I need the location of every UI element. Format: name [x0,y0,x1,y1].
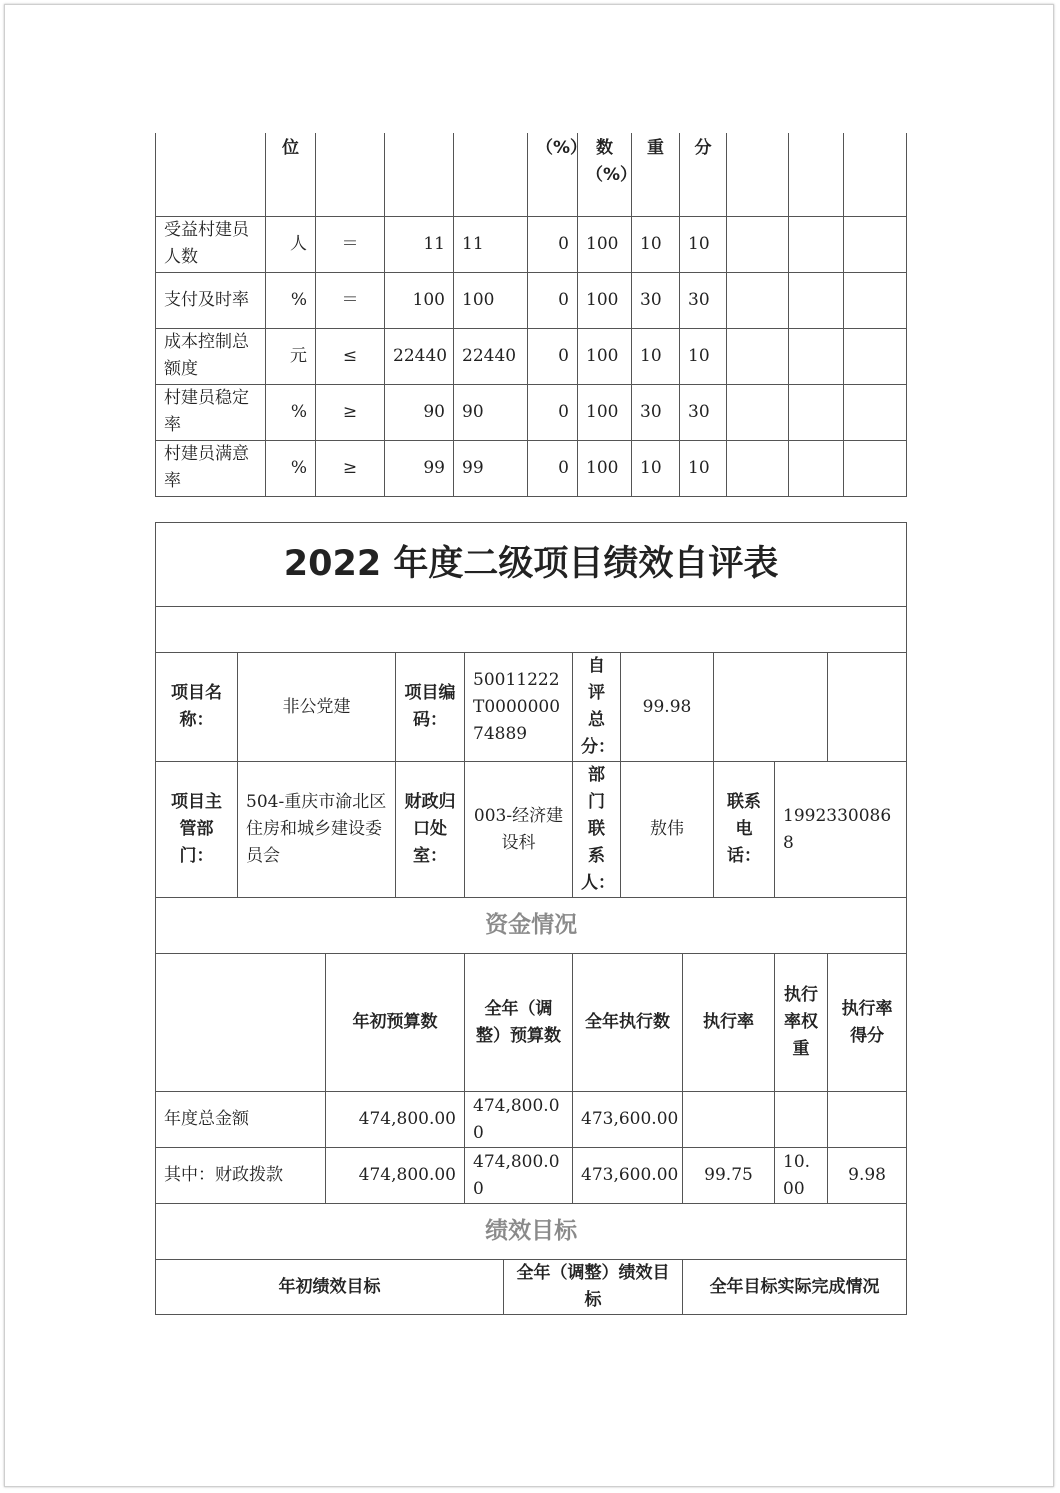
indicator-target: 11 [385,216,454,272]
indicator-row [156,272,907,328]
funds-row-label: 其中：财政拨款 [156,1148,326,1204]
indicator-unit: % [266,440,316,496]
funds-executed: 473,600.00 [573,1092,683,1148]
header-budget-adjusted: 全年（调整）预算数 [465,954,573,1092]
indicator-score: 30 [680,384,727,440]
funds-weight [775,1092,828,1148]
indicator-deviation: 0 [528,328,578,384]
project-code: 50011222T000000074889 [465,653,573,762]
funds-section-title: 资金情况 [156,898,907,954]
indicator-rate: 100 [578,216,632,272]
indicator-operator: ≥ [316,440,385,496]
funds-score: 9.98 [828,1148,907,1204]
indicator-name: 支付及时率 [156,272,266,328]
indicator-actual: 11 [454,216,528,272]
indicator-deviation: 0 [528,272,578,328]
header-deviation: （%） [528,133,578,216]
project-row [156,653,907,762]
indicator-deviation: 0 [528,440,578,496]
indicator-score: 30 [680,272,727,328]
indicator-target: 99 [385,440,454,496]
funds-row-label: 年度总金额 [156,1092,326,1148]
indicator-actual: 99 [454,440,528,496]
header-rate: 数（%） [578,133,632,216]
project-name-label: 项目名称： [156,653,238,762]
indicator-rate: 100 [578,384,632,440]
header-unit: 位 [266,133,316,216]
indicator-unit: 人 [266,216,316,272]
indicator-weight: 30 [632,384,680,440]
funds-initial: 474,800.00 [326,1092,465,1148]
funds-score [828,1092,907,1148]
finance-office: 003-经济建设科 [465,762,573,898]
indicator-actual: 100 [454,272,528,328]
indicator-weight: 10 [632,216,680,272]
indicator-target: 22440 [385,328,454,384]
indicator-unit: % [266,272,316,328]
evaluation-form [155,522,907,1315]
indicator-unit: 元 [266,328,316,384]
goals-actual-header: 全年目标实际完成情况 [683,1260,907,1315]
indicator-target: 90 [385,384,454,440]
header-exec-rate: 执行率 [683,954,775,1092]
indicator-name: 受益村建员人数 [156,216,266,272]
funds-row [156,1148,907,1204]
goals-initial-header: 年初绩效目标 [156,1260,504,1315]
indicator-deviation: 0 [528,384,578,440]
indicator-row [156,328,907,384]
indicator-deviation: 0 [528,216,578,272]
indicator-score: 10 [680,328,727,384]
indicator-target: 100 [385,272,454,328]
indicator-rate: 100 [578,328,632,384]
indicator-unit: % [266,384,316,440]
self-score-label: 自评总分： [573,653,621,762]
phone-label: 联系电话： [714,762,775,898]
indicator-row [156,440,907,496]
header-score: 分 [680,133,727,216]
indicator-row [156,216,907,272]
header-weight: 重 [632,133,680,216]
indicator-actual: 90 [454,384,528,440]
funds-header-row [156,954,907,1092]
page-title: 2022 年度二级项目绩效自评表 [156,523,907,607]
funds-weight: 10.00 [775,1148,828,1204]
header-exec-score: 执行率得分 [828,954,907,1092]
indicator-name: 村建员稳定率 [156,384,266,440]
project-name: 非公党建 [238,653,396,762]
indicator-actual: 22440 [454,328,528,384]
header-exec-weight: 执行率权重 [775,954,828,1092]
indicator-rate: 100 [578,440,632,496]
finance-office-label: 财政归口处室： [396,762,465,898]
funds-row [156,1092,907,1148]
contact-label: 部门联系人： [573,762,621,898]
indicator-weight: 10 [632,440,680,496]
header-budget-initial: 年初预算数 [326,954,465,1092]
indicator-operator: ≥ [316,384,385,440]
header-executed: 全年执行数 [573,954,683,1092]
indicator-rate: 100 [578,272,632,328]
indicator-name: 成本控制总额度 [156,328,266,384]
goals-header-row [156,1260,907,1315]
phone-value: 19923300868 [775,762,907,898]
goals-section-title: 绩效目标 [156,1204,907,1260]
funds-executed: 473,600.00 [573,1148,683,1204]
funds-section-row [156,898,907,954]
contact-value: 敖伟 [621,762,714,898]
funds-initial: 474,800.00 [326,1148,465,1204]
dept-row [156,762,907,898]
self-score: 99.98 [621,653,714,762]
funds-adjusted: 474,800.00 [465,1092,573,1148]
indicator-table [155,133,907,497]
indicator-operator: ≤ [316,328,385,384]
indicator-header-row [156,133,907,216]
funds-adjusted: 474,800.00 [465,1148,573,1204]
indicator-weight: 10 [632,328,680,384]
dept-value: 504-重庆市渝北区住房和城乡建设委员会 [238,762,396,898]
goals-section-row [156,1204,907,1260]
indicator-operator: ＝ [316,216,385,272]
funds-rate [683,1092,775,1148]
goals-adjusted-header: 全年（调整）绩效目标 [504,1260,683,1315]
title-row [156,523,907,607]
indicator-row [156,384,907,440]
indicator-score: 10 [680,216,727,272]
indicator-score: 10 [680,440,727,496]
dept-label: 项目主管部门： [156,762,238,898]
blank-row [156,607,907,653]
indicator-name: 村建员满意率 [156,440,266,496]
indicator-operator: ＝ [316,272,385,328]
indicator-weight: 30 [632,272,680,328]
funds-rate: 99.75 [683,1148,775,1204]
project-code-label: 项目编码： [396,653,465,762]
